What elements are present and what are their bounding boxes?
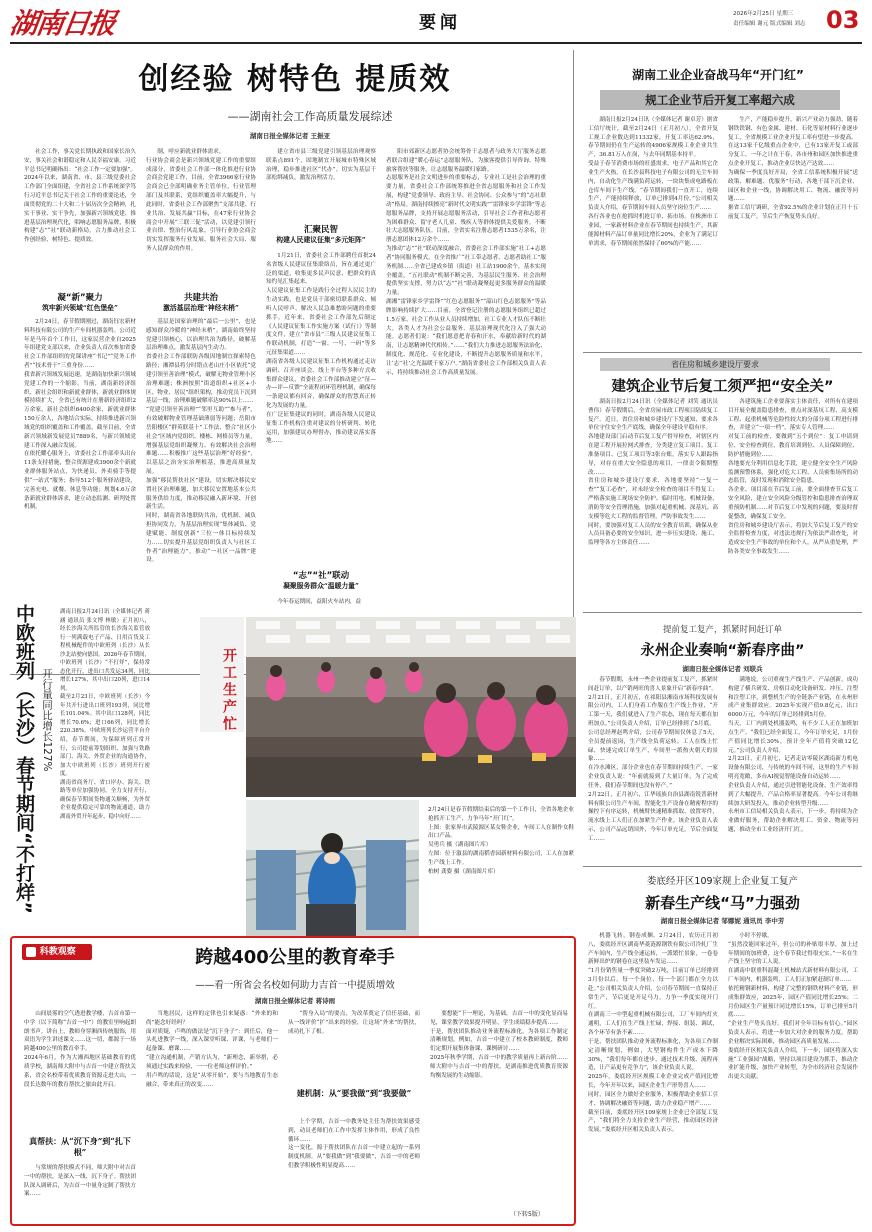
loudi-byline: 湖南日报全媒体记者 邹娜妮 通讯员 李中芳 bbox=[660, 917, 785, 925]
section-title: 要闻 bbox=[419, 13, 461, 33]
loudi-col-1 bbox=[588, 932, 718, 1222]
photo-caption bbox=[428, 806, 574, 936]
lead-sub-1-sub: 筑牢新兴领域“红色堡垒” bbox=[42, 304, 118, 313]
feature-col-3b-text: 上个学期，吉首一中教务处主任为帮扶效果感受到，动员老师们在工作中发挥主体作用，形成了良性循环…… 这一变化，源于帮扶团队在吉首一中建立起的一系列制度机制。从“要我做”到“我要做”，吉首一中的老师们教学积极性明显提高…… bbox=[288, 1119, 420, 1170]
photo-shoe-factory-image bbox=[246, 617, 576, 797]
lead-col-2a-text: 制，呼应新就业群体需求。 行业协会商会是新兴领域党建工作的重要组成部分，省委社会工作部一体化推进行业协会商会党建工作，目前，全省3966家行业协会商会已全部明确业务主管单位，行业管理部门及其联系，党组织覆盖率大幅提升，与此同时，省委社会工作部聚焦“支部共建、行业共治、发展共赢”目标，在47家行业协会商会中开展“三联三促”活动，以党建引领行业自律、整治行风乱象，引导行业协会商会切实发挥服务行业发展、服务社会大局、服务人民群众的作用。 bbox=[146, 149, 256, 253]
photo-shoe-factory bbox=[246, 617, 576, 797]
yongzhou-kicker: 提前复工复产，抓紧时间赶订单 bbox=[662, 625, 782, 635]
feature-col-3b bbox=[288, 1118, 420, 1220]
industry-title: 规工企业节后开复工率超六成 bbox=[645, 93, 795, 107]
construction-col-1-text: 湖南日报2月24日讯（全媒体记者 刘笑 通讯员 曹伟）春节假期后，全省房屋市政工程项目陆续复工复产。近日，省住房和城乡建设厅下发通知，要求各单位守住安全生产底线，确保全年建设平稳有序。 各地建设部门启动节后复工复产督导检查，对辖区内在建工程开展拉网式排查，分类建立复工项目、复工准备项目、已复工项目等3张台账，落实专人跟踪指导，对存在重大安全隐患的项目，一律责令限期整改…… 省住房和城乡建设厅要求，各地要坚持“一复一查”“复工必查”，对未经安全检查的项目不得复工；严格落实施工现场安全防护、临时用电、机械设备、消防等安全管理措施，加强对起重机械、深基坑、高支模等危大工程的监督管理，严防事故发生…… 同时，要加强对复工人员的安全教育培训，确保从业人员具备必要的安全知识，进一步压实建设、施工、监理等各方主体责任…… bbox=[588, 399, 718, 547]
feature-col-2-text: 当地居民，这样的定律也引来疑惑：“外来的和尚”能念好经吗？ 面对质疑，卢鸣的做法是“沉下身子”：到任后，他一头扎进教学一线，深入课堂听课、评课，与老师们一起备课、磨课…… “建立沟通机制，产销方认为，“新理念，新举措，必须通过实践来检验，一一位老师这样评价。” 用卢鸣的话说，这是“从零开始”，要与当地教育生态融合，带来真正的改变…… bbox=[146, 1011, 278, 1088]
lead-col-2a bbox=[146, 148, 256, 286]
construction-col-1 bbox=[588, 398, 718, 606]
lead-sub-3 bbox=[266, 225, 376, 246]
lead-sub-4-sub: 凝聚服务群众“温暖力量” bbox=[283, 582, 359, 591]
lead-sub-4 bbox=[266, 571, 376, 592]
lead-col-1b-text: 2月24日，春节假期刚过，湖南钰宏新材料科技有限公司的生产车间机器轰鸣。公司近年是马年首个工作日，这家民营企业自2025年组建党支部以来，企业负责人首次参加省委社会工作部组织的党课讲座“书记”“党务工作者”“技术骨干”三重身份…… 我省新兴领域发展迅速，是湖南加快新兴领域党建工作的一个缩影。当前，湖南新经济组织、新社会组织和新就业群体，新就业群体规模持续扩大，全省已有统计在册新经济组织2万余家，新社会组织6400余家，新就业群体150万余人，各地结合实际，持续推进新兴领域党的组织覆盖和工作覆盖。截至目前，全省新兴领域新发展党员7889名，与新兴领域党建工作深入融合发展。 在依托耀心服务上，省委社会工作部牵头出台11条支持措施，整合资源建成3900余个新就业群体服务站点，为快递员、外卖骑手等提供“一站式”服务；指导512个服务驿站建设，完善充电、就餐、休息等功能；规划4.6万余条新就业群体诉求，建立动态监测、研判处置机制。 bbox=[24, 319, 136, 511]
lead-title: 创经验 树特色 提质效 bbox=[138, 62, 452, 97]
yongzhou-col-1 bbox=[588, 676, 718, 860]
loudi-col-2-text: 小时不停歇。 “虽然没能回家过年，但公司的补贴很丰厚，加上过年期间的加班费，这个春节我过得很充实。”一名在生产线上坚守的工人说。 在湖南中联重科混凝土机械站式新材料有限公司，工厂车间内，机器轰鸣，工人们正加紧赶制订单…… 依托精钢新材料，构建了完整的钢铁材料产业链，形成集群效应，2025年，园区产值同比增长25%；二月份园区生产量预计同比增长15%，订单已排至5月底…… “企业生产势头良好，我们对全年目标有信心。”园区负责人表示，将进一步加大对企业的服务力度，帮助企业解决实际困难，推动园区高质量发展…… 娄底经开区相关负责人介绍，下一步，园区将深入实施“工业强园”战略，坚持以项目建设为抓手，推动企业扩能升级，加快产业转型，为全市经济社会发展作出更大贡献。 bbox=[728, 933, 858, 1081]
date-line: 2026年2月25日 星期三 bbox=[733, 11, 794, 17]
lead-divider bbox=[573, 50, 574, 668]
loudi-title: 新春生产线“马”力强劲 bbox=[645, 894, 800, 912]
header-rule bbox=[10, 42, 862, 44]
photo-textile-line bbox=[246, 800, 419, 936]
industry-bottom-rule bbox=[583, 352, 862, 353]
industry-kicker: 湖南工业企业奋战马年“开门红” bbox=[632, 68, 804, 82]
yongzhou-col-1-text: 春节假期，永州一些企业提前复工复产，抓紧时间赶订单，以产销两旺的喜人景象开启“新春序曲”。 2月21日，正月初五，在祁阳县湘南市场科技发展有限公司内，工人们身着工作服在生产线上作业，“开工第一天，我们就进入了生产状态，现在每天都在加班加点。”公司负责人介绍，订单已经排到了5月底。 公司总经理赵鸣介绍，公司春节期间仅休息了5天，全员提前返岗，生产线全负荷运转。工人在线上忙碌，快速完成订单生产，车间里一派热火朝天的景象…… 在冷水滩区，部分企业也在春节期间持续生产。一家企业负责人说：“年前就接到了大量订单，为了完成任务，我们春节期间也没有停产。” 2月22日，正月初六，江华瑶族自治县湖南锐普新材料有限公司生产车间，智能化生产设备在精密程序的操控下有序运转，机械臂快速精准抓取、放置零件，流水线上工人们正在加紧生产作业。该企业负责人表示，公司产品远销国外，今年订单充足，节后全面复工…… bbox=[588, 677, 718, 842]
industry-col-2-text: 生产，产能稳步提升，新兴产业动力强劲，随着钢铁铁钢、有色金属、建材、石化等原材料行业逐步复工，全省规模工业企业开复工率有望进一步提高。 在这13家千亿级重点企业中，已有13家开复工或部分复工。一年之计在于春，各市州和园区加快推进重点企业开复工，推动企业尽快达产达效…… 为确保一季度良好开局，全省工信系统积极开展“送政策、解难题、优服务”行动，各地干部下沉企业、园区和企业一线，协调解决用工、物流、融资等问题…… 据省工信厅调研，全省92.5%的企业计划在正月十五前复工复产，节后生产恢复势头良好。 bbox=[728, 117, 858, 221]
feature-col-3a-text: “帮身入局”的要点，为改革奠定了信任基础，而从一线评价“扩”出来的经验，让这场“外来”的帮扶，成功扎下了根。 bbox=[288, 1011, 420, 1035]
photo-textile-line-image bbox=[246, 800, 419, 936]
construction-col-2 bbox=[728, 398, 858, 606]
train-vertical-sub: 开行量同比增长127% bbox=[41, 668, 53, 772]
lead-col-4 bbox=[386, 148, 546, 664]
editor-line: 责任编辑 谢元 版式编辑 刘志 bbox=[733, 21, 806, 27]
feature-col-4 bbox=[430, 1010, 568, 1206]
lead-col-3a bbox=[266, 148, 376, 216]
lead-sub-4-title: “志”“社”联动 bbox=[292, 571, 350, 581]
lead-sub-1 bbox=[24, 293, 136, 314]
lead-col-3a-text: 建立省市县三级党建引领基层治理观察联系点891个，固地制宜开展城市特殊区域治理，稳步推进社区“代办”。切实为基层干部松绑减负，激发治理活力。 bbox=[266, 149, 376, 182]
construction-kicker: 省住房和城乡建设厅要求 bbox=[671, 360, 759, 369]
page-number: 03 bbox=[826, 6, 860, 34]
lead-col-2b-text: 基层是国家治理的“最后一公里”，也是感知群众冷暖的“神经末梢”。湖南始终坚持党建引领核心，以治理共治为路径，破解基层治理难点，激发基层内生动力。 省委社会工作部联防各级因地制宜探索特色路径；湘潭县将分时错点老山庄小区依托“党建引领至善治理”模式，破解无物业管理小区治理难题；株洲按照“街道组织+社区+小区、物业、居民”组织架构，推动党员下沉到基层一线，治理难题破解率达90%以上…… “党建引领至善治理”“邻里互助”“参与者”，有效破解物业管理基础薄弱等问题；岳阳市岳阳楼区“群英联基十”工作法，整合“社区小社会”区域内党组织、楼栋、网格员等力量，增强基层党组织凝聚力、有效解决社会治理难题……积极推广这些基层治理“好经验”，以基层之治夯实治理根基，推进高质量发展。 加强“移民帮扶社区”建设，切实解决移民安置社区治理难题，加大移民安置地基本公共服务供给力度，推动移民融入新环境、开创新生活。 同时，湖南省各地联防共治，优机制、减负担协同发力，为基层治理实现“集体减负、党建赋能、制度创新”三位一体目标持续发力……切实提升基层党组织负责人与社区工作者“治理能力”，推动“一社区一品牌”建设。 bbox=[146, 319, 256, 564]
train-body bbox=[60, 608, 150, 924]
construction-bottom-rule bbox=[583, 612, 862, 613]
feature-badge-icon bbox=[26, 947, 36, 957]
feature-col-2 bbox=[146, 1010, 278, 1220]
feature-title: 跨越400公里的教育牵手 bbox=[195, 947, 395, 968]
feature-col-1a-text: 山间晨雾的空气透进教学楼，吉首市第一中学（以下简称“吉首一中”）的教室里响起朗朗书声。讲台上，教师身穿湘西传统服饰，用双语为学生讲述课文……这一切，都源于一场跨越400公里的教育牵手。 2024年6月，作为大湘西地区基础教育的优质学校，湖南师大附中与吉首一中建立帮扶关系，省会名校带着优质教育资源走进大山，一段长达数年的教育帮扶之旅由此开启。 bbox=[24, 1011, 136, 1088]
yongzhou-byline: 湖南日报全媒体记者 刘联兵 bbox=[682, 665, 763, 673]
masthead-logo: 湖南日报 bbox=[7, 7, 117, 40]
loudi-kicker: 娄底经开区109家规上企业复工复产 bbox=[646, 876, 799, 887]
lead-sub-2 bbox=[146, 293, 256, 314]
industry-col-1 bbox=[588, 116, 718, 348]
train-vertical-title: 中欧班列（长沙）春节期间“不打烊” bbox=[13, 604, 35, 914]
lead-col-3b bbox=[266, 252, 376, 552]
feature-col-1a bbox=[24, 1010, 136, 1130]
feature-sub-2: 建机制：从“要我做”到“我要做” bbox=[296, 1088, 412, 1098]
feature-col-3a bbox=[288, 1010, 420, 1080]
construction-col-2-text: 各建筑施工企业要落实主体责任，对所有在建项目开展全覆盖隐患排查，重点对深基坑工程、高支模工程、起重机械等危险性较大的分部分项工程进行排查，并建立“一项一档”，落实专人管理…… 对复工前的检查，要做到“五个到位”：复工申请到位、安全检查到位、教育培训到位、人员保障到位、防护措施到位…… 各地要充分利用信息化手段，建立健全安全生产风险监测预警体系，强化对危大工程、人员密集场所的动态监管，及时发现和消除安全隐患。 各企业、项目部在节后复工前，要全面排查节后复工安全风险，建立安全风险分级管控和隐患排查治理双重预防机制……对节后复工中发现的问题，要及时督促整改，确保复工安全。 省住房和城乡建设厅表示，将加大节后复工复产的安全监督检查力度，对违法违规行为依法严肃查处，对造成安全生产事故的单位和个人，从严从重处理，严防各类安全事故发生…… bbox=[728, 399, 858, 556]
lead-col-1a bbox=[24, 148, 136, 278]
feature-subtitle: ——看一所省会名校如何助力吉首一中提质增效 bbox=[195, 980, 395, 991]
feature-col-1b bbox=[24, 1164, 136, 1220]
yongzhou-col-2 bbox=[728, 676, 858, 860]
lead-byline: 湖南日报全媒体记者 王振亚 bbox=[249, 132, 331, 140]
lead-sub-2-sub: 激活基层治理“神经末梢” bbox=[163, 304, 239, 313]
yongzhou-col-2-text: 满地说，公司重视生产线生产、产品创新，成功构建了横兵研发、房格目动化设备研发、冲压、注塑和注塑工序，到整机生产的全链条产业链，在永州形成产业集群效应。2025年实现产值9.8亿元，出口6000万元，今年的订单已经排到5月份。 当天，工厂内到处机器轰鸣，有不少工人正在加班加点生产。“我们已经全面复工，今年订单充足，1月份产值同比增长30%，预计全年产值将突破12亿元。”公司负责人介绍。 2月23日，正月初七，记者走访零陵区湖南新力机电设备有限公司，与传统的车间不同，这里的生产车间明亮宽敞，多台AI视觉智能设备自动运转…… 企业负责人介绍，通过引进智能化设备，生产效率得到了大幅提升，产品合格率显著提高。今年公司将继续加大研发投入，推动企业转型升级…… 永州市工信局相关负责人表示，下一步，将持续为企业做好服务，帮助企业解决用工、资金、物流等问题，推动全市工业经济开门红。 bbox=[728, 677, 858, 834]
feature-col-1b-text: 与常规的帮扶模式不同，师大附中对吉首一中的帮扶，是深入一线、沉下身子。帮扶团队深入调研后，为吉首一中量身定制了帮扶方案…… bbox=[24, 1165, 136, 1198]
loudi-col-2 bbox=[728, 932, 858, 1222]
industry-col-2 bbox=[728, 116, 858, 348]
photo-caption-text: 2月24日是春节假期结束后的第一个工作日，全省各地企业抢抓开工生产，力争马年“开门红”。 上图：张家界市武陵源区某女鞋企业，车间工人在制作女鞋出口产品。 吴勇兵 摄（湖南图片库） 左图：位于溆县的湖南稻香园新材料有限公司，工人在加紧生产线上工作。 柏树 龚姿 摄（湖南图片库） bbox=[428, 807, 574, 875]
feature-sub-1: 真帮扶：从“沉下身”到“扎下根” bbox=[29, 1136, 131, 1157]
lead-sub-2-title: 共建共治 bbox=[183, 293, 218, 303]
yongzhou-bottom-rule bbox=[583, 866, 862, 867]
lead-col-3c-text: 今年春运期间，益阳火车站内，益 bbox=[277, 599, 362, 605]
masthead bbox=[7, 6, 117, 42]
feature-continued[interactable]: （下转5版） bbox=[510, 1211, 544, 1218]
yongzhou-title: 永州企业奏响“新春序曲” bbox=[640, 643, 805, 659]
photo-caption-box bbox=[424, 806, 576, 936]
lead-sub-3-title: 汇聚民智 bbox=[303, 225, 338, 235]
center-heading: 开工生产忙 bbox=[221, 648, 237, 733]
loudi-col-1-text: 机器飞转，钢卷成捆。2月24日，农历正月初八，娄底经开区湖南华菱涟源钢铁有限公司冷轧厂生产车间内，生产线全速运转，一派繁忙景象，一卷卷新鲜出炉的钢卷在这里装车发运…… “1月份销售量一季度突破2万吨，目前订单已经排到3月份以后。每一个岗位、每一个部门都在全力以赴。”公司相关负责人介绍，公司春节期间一直保持正常生产，节后更是开足马力，力争一季度实现开门红。 在湖南三一中型起重机械有限公司，工厂车间内灯火通明，工人们在生产线上忙碌，焊接、组装、调试，各个环节有条不紊…… 于是，帮扶团队推动业务流程标准化，为各项工作制定清晰规划，例如，大型钢构件生产成本下降30%，“我们每年都在进步，通过技术升级、流程再造，让产品更有竞争力”，该企业负责人说。 2025年，娄底经开区规模工业企业完成产值同比增长，今年开年以来，园区企业生产形势喜人…… 同时，园区全力做好企业服务，积极帮助企业招工引才、协调解决融资等问题，助力企业稳产增产…… 截至目前，娄底经开区109家规上企业已全部复工复产，“我们将全力支持企业生产经营，推动园区经济发展。”娄底经开区相关负责人表示。 bbox=[588, 933, 718, 1134]
industry-col-1-text: 湖南日报2月24日讯（全媒体记者 谢卓芳）据省工信厅统计，截至2月24日（正月初八），全省开复工规工企业数达到11332家，开复工率达62.9%，春节期间仍在生产运转的4906家规模工业企业共生产，36.81万人在岗，与去年同期基本持平。 受益于春节消费市场的旺盛需求，电子产品和其它企业生产火热，在长沙县科技电子有限公司的无尘车间内，自动化生产线满负荷运转，一块块集成电路板在仓库车间下生产线。“春节期间我们一直开工，连续生产，产能持续释放，订单已排到4月份。”公司相关负责人介绍，春节期间车间人员坚守岗位生产…… 各行各业也在抢抓时机抢订单、拓市场。在株洲市工业园，一家新材料企业在春节期间也持续生产，其新能源材料产品订单量同比增长20%，企业为了满足订单需求，春节期间依然保持了60%的产能…… bbox=[588, 117, 718, 247]
lead-col-3b-text: 1月21日，省委社会工作部聘任首批24名省级人民建议征集联络员，旨在通过更广泛的渠道，收集更多民声民意，把群众的真知灼见汇集起来。 人民建议征集工作是践行全过程人民民主的生动实践，也是党员干部密切联系群众、倾听人民呼声、解决人民急难愁盼问题的重要抓手。近年来，省委社会工作部先后制定《人民建议征集工作实施方案（试行）》等制度文件，建立“省市县”三级人民建议征集工作联动机制，打造“一窗、一号、一码”等多元征集渠道…… 湖南省各级人民建议征集工作机构通过走访调研、召开座谈会、线上平台等多种方式收集群众建议，省委社会工作部推动建立“征—办—评—反馈”全流程闭环管理机制，确保每一条建议都有回音，确保群众的智慧真正转化为发展的力量。 在广泛征集建议的同时，湖南各级人民建议征集工作机构注重对建议的分析研判、转化运用，加强建议办理督办，推动建议落实落地…… bbox=[266, 253, 376, 445]
feature-badge-label: 科教观察 bbox=[39, 947, 76, 957]
lead-col-2b bbox=[146, 318, 256, 664]
construction-title: 建筑企业节后复工须严把“安全关” bbox=[611, 379, 834, 395]
train-body-text: 湖南日报2月24日讯（全媒体记者 蒋涵 通讯员 张文博 林敏）正月初八，经长沙海关所监管的长沙海关监管放行一列满载电子产品、日用百货及工程机械配件的中欧班列（长沙）从长沙北站驶向德国。2026年春节期间，中欧班列（长沙）“不打烊”，保持常态化开行，进出口共发运34列，同比增长127%，其中出口20列，进口14列。 截至2月23日，中欧班列（长沙）今年共开行进出口班列193列，同比增长101.04%。其中出口128列，同比增长70.6%；进口66列，同比增长220.38%。中欧班列长沙运营平台介绍，春节期间，为保障班列正常开行，公司提前筹划组织，加强与铁路部门、海关、外贸企业的沟通协作，加大中欧班列（长沙）班列开行密度。 湖南省商务厅、省口岸办、海关、铁路等单位加强协同，全力支持开行，确保春节期间货物通关顺畅，为外贸企业提供稳定可靠的物流通道，助力湖南外贸开年起步、稳中向好…… bbox=[60, 609, 150, 820]
lead-sub-3-sub: 构建人民建议征集“多元矩阵” bbox=[276, 236, 366, 245]
lead-col-4-text: 阳市郊新区志愿者协会统筹骨干志愿者与政务大厅服务志愿者联合组建“暖心春运”志愿服务队，为旅客提供引导咨询、特殊旅客帮扶等服务，让志愿服务温暖归家路。 志愿服务是社会文明进步的重要标志，专业社工是社会治理的重要力量，省委社会工作部统筹推进全省志愿服务和社会工作发展，构建“党委领导、政府主导、社会协同、公众参与”的“志社联动”格局。湖南持续擦亮“新时代文明实践”“雷锋家乡学雷锋”等志愿服务品牌，支持开展志愿服务活动，引导社会工作者和志愿者为困难群众、留守老人儿童、残疾人等群体提供关爱服务，不断壮大志愿服务队伍。目前，全省实名注册志愿者1535万余名，注册志愿团体12万余个…… 为推动“志”“社”联动深度融合，省委社会工作部实施“社工+志愿者”协同服务模式，在全省推广“社工带志愿者、志愿者助社工”服务机制……全省已建成乡镇（街道）社工站1900余个，基本实现全覆盖，“五社联动”机制不断完善，为基层民生服务、社会治理提供坚实支撑，努力以“志”“社”联动凝聚起更多服务群众的温暖力量。 湖湘“雷锋家乡学雷锋”“红色志愿服务”“韶山红色志愿服务”等品牌影响持续扩大……目前，全省登记注册的志愿服务组织已超过1.5万家，社会工作从业人员持续增加，社工专业人才队伍不断壮大，各类人才为社会公益服务、基层治理现代化注入了强大动能。志愿者们说：“我们愿意把青春和汗水，奉献给新时代的湖南，让志愿精神代代相传。”……“我们大力推进志愿服务法治化、制度化、规范化、专业化建设，不断提升志愿服务质量和水平，让‘志’‘社’之光温暖千家万户。”湖南省委社会工作部相关负责人表示，将持续推动社会工作高质量发展。 bbox=[386, 149, 546, 376]
feature-byline: 湖南日报全媒体记者 蒋诗雨 bbox=[254, 997, 336, 1005]
feature-col-4-text: 要想能“下一理论，为基础，吉首一中的变化显而易见，课堂教学效果提升明显，学生成绩稳步提高…… 于是，帮扶团队推动业务流程标准化，为各项工作制定清晰规划，例如，吉首一中建立了校本教研制度，教师们定期开展集体备课、课例研讨…… 2025年秋季学期，吉首一中的教学质量再上新台阶……师大附中与吉首一中的帮扶，是湖南推进优质教育资源均衡发展的生动缩影。 bbox=[430, 1011, 568, 1079]
lead-subtitle: ——湖南社会工作高质量发展综述 bbox=[227, 110, 393, 123]
lead-col-1a-text: 社会工作，事关党长期执政和国家长治久安，事关社会和谐稳定和人民幸福安康。习近平总书记明确指出：“社会工作一定要加强”。 2024年以来，湖南省、市、县三级党委社会工作部门全面组建，全省社会工作系统深学笃行习近平总书记关于社会工作的重要论述，全面贯彻党的二十大和二十届历次全会精神，扎实干事业、实干争先，加强新兴领域党建、推进基层治理现代化，唱响志愿服务品牌，积极构建“志”“社”联动新格局，合力推动社会工作创经验、树特色、提质效。 bbox=[24, 149, 136, 244]
lead-sub-1-title: 凝“新”聚力 bbox=[57, 293, 103, 303]
